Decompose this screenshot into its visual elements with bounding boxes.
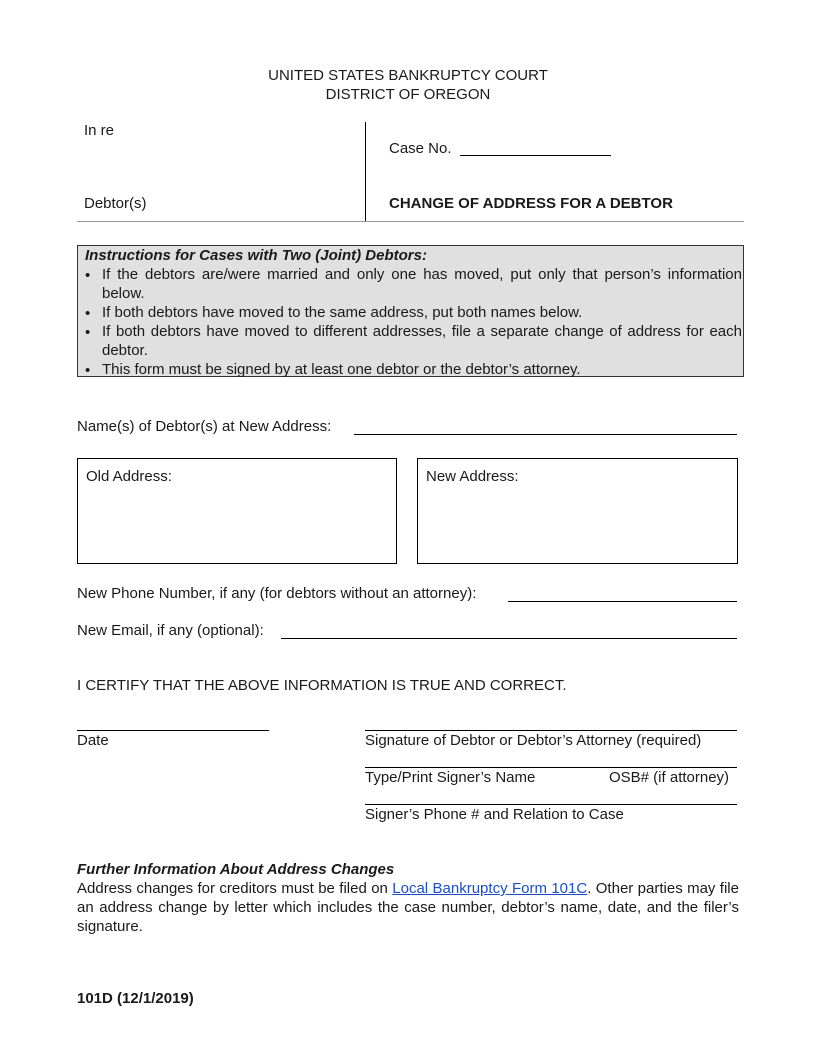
signature-field[interactable] [365, 730, 737, 731]
certification-statement: I CERTIFY THAT THE ABOVE INFORMATION IS TRUE AND CORRECT. [77, 677, 567, 694]
old-address-label: Old Address: [86, 468, 172, 485]
bullet-icon: • [85, 305, 91, 322]
new-address-label: New Address: [426, 468, 519, 485]
email-field[interactable] [281, 638, 737, 639]
caption-bottom-rule [77, 221, 744, 222]
further-info-text [77, 879, 739, 936]
instruction-item: If the debtors are/were married and only one has moved, put only that person’s information below. [102, 266, 742, 302]
bullet-icon: • [85, 362, 91, 379]
case-no-label: Case No. [389, 140, 452, 157]
further-info-title: Further Information About Address Changes [77, 861, 395, 878]
form-id: 101D (12/1/2019) [77, 990, 194, 1007]
signer-name-label: Type/Print Signer’s Name [365, 769, 536, 786]
debtors-label: Debtor(s) [84, 195, 147, 212]
bullet-icon: • [85, 324, 91, 341]
names-field[interactable] [354, 434, 737, 435]
instruction-item: If both debtors have moved to different addresses, file a separate change of address for each debtor. [102, 323, 742, 359]
signature-label: Signature of Debtor or Debtor’s Attorney (required) [365, 732, 702, 749]
instructions-box [77, 245, 744, 377]
signer-phone-field[interactable] [365, 804, 737, 805]
form-title: CHANGE OF ADDRESS FOR A DEBTOR [389, 195, 673, 212]
date-label: Date [77, 732, 109, 749]
court-name: UNITED STATES BANKRUPTCY COURT [268, 67, 548, 84]
signer-name-field[interactable] [365, 767, 737, 768]
further-info-text-start: Address changes for creditors must be filed on [77, 880, 388, 897]
instructions-title: Instructions for Cases with Two (Joint) Debtors: [85, 247, 427, 264]
case-no-field[interactable] [460, 155, 611, 156]
phone-label: New Phone Number, if any (for debtors without an attorney): [77, 585, 477, 602]
further-info-text-end: . Other parties may file an address change by letter which includes the case number, debtor’s name, date, and the filer’s signature. [77, 880, 739, 935]
instruction-item: This form must be signed by at least one debtor or the debtor’s attorney. [102, 361, 581, 378]
phone-field[interactable] [508, 601, 737, 602]
signer-phone-label: Signer’s Phone # and Relation to Case [365, 806, 624, 823]
new-address-box[interactable] [417, 458, 738, 564]
bullet-icon: • [85, 267, 91, 284]
names-label: Name(s) of Debtor(s) at New Address: [77, 418, 332, 435]
osb-label: OSB# (if attorney) [609, 769, 730, 786]
instruction-item: If both debtors have moved to the same address, put both names below. [102, 304, 583, 321]
in-re-label: In re [84, 122, 115, 139]
email-label: New Email, if any (optional): [77, 622, 264, 639]
district-name: DISTRICT OF OREGON [325, 86, 491, 103]
caption-divider [365, 122, 366, 222]
date-field[interactable] [77, 730, 269, 731]
form-101c-link[interactable]: Local Bankruptcy Form 101C [392, 880, 588, 897]
old-address-box[interactable] [77, 458, 397, 564]
